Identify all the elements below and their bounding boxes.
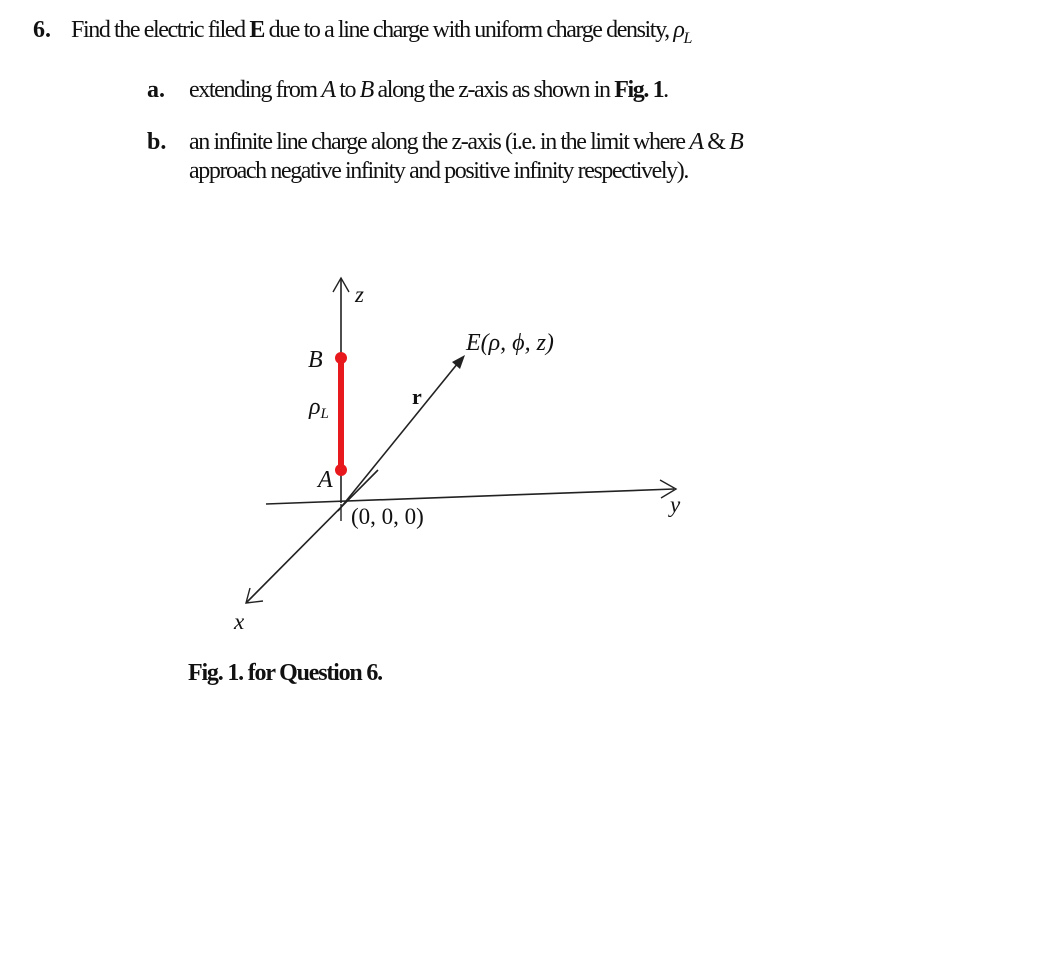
figure-caption: Fig. 1. for Question 6. (188, 660, 382, 686)
r-vector (338, 363, 458, 511)
question-text-end: due to a line charge with uniform charge density, (268, 17, 669, 43)
r-vector-label: r (412, 384, 422, 409)
part-a-text-3: along the z-axis as shown in (377, 77, 610, 103)
x-axis-label: x (234, 609, 245, 634)
point-B-label: B (308, 347, 323, 373)
part-a-B: B (359, 77, 373, 103)
rho-L-label (308, 394, 329, 422)
part-a-text-1: extending from (189, 77, 317, 103)
part-b-label: b. (147, 129, 167, 155)
question-text-start: Find the electric filed (71, 17, 245, 43)
fig-reference: Fig. 1 (614, 77, 664, 103)
part-b-text-1: an infinite line charge along the z-axis (i.e. in the limit where (189, 129, 685, 155)
rho-symbol: ρ (673, 17, 684, 43)
x-axis (246, 470, 378, 603)
point-A-label: A (318, 467, 333, 493)
rho-subscript: L (683, 30, 691, 47)
electric-field-symbol: E (249, 17, 264, 43)
field-point-label: E(ρ, ϕ, z) (466, 330, 554, 356)
y-axis-label: y (670, 492, 681, 517)
origin-label: (0, 0, 0) (351, 504, 424, 529)
point-B-dot (335, 352, 347, 364)
part-a-end: . (663, 77, 668, 103)
z-axis-label: z (355, 282, 364, 307)
part-b-line-2: approach negative infinity and positive infinity respectively). (189, 158, 688, 184)
rho-L-symbol: ρ (309, 394, 321, 420)
part-b-A: A (689, 129, 703, 155)
part-a-label: a. (147, 77, 165, 103)
part-b-amp: & (707, 129, 725, 155)
part-a-A: A (321, 77, 335, 103)
part-b-B: B (729, 129, 743, 155)
point-A-dot (335, 464, 347, 476)
rho-L-subscript: L (320, 406, 329, 422)
question-number: 6. (33, 17, 51, 43)
part-a-text-2: to (339, 77, 356, 103)
